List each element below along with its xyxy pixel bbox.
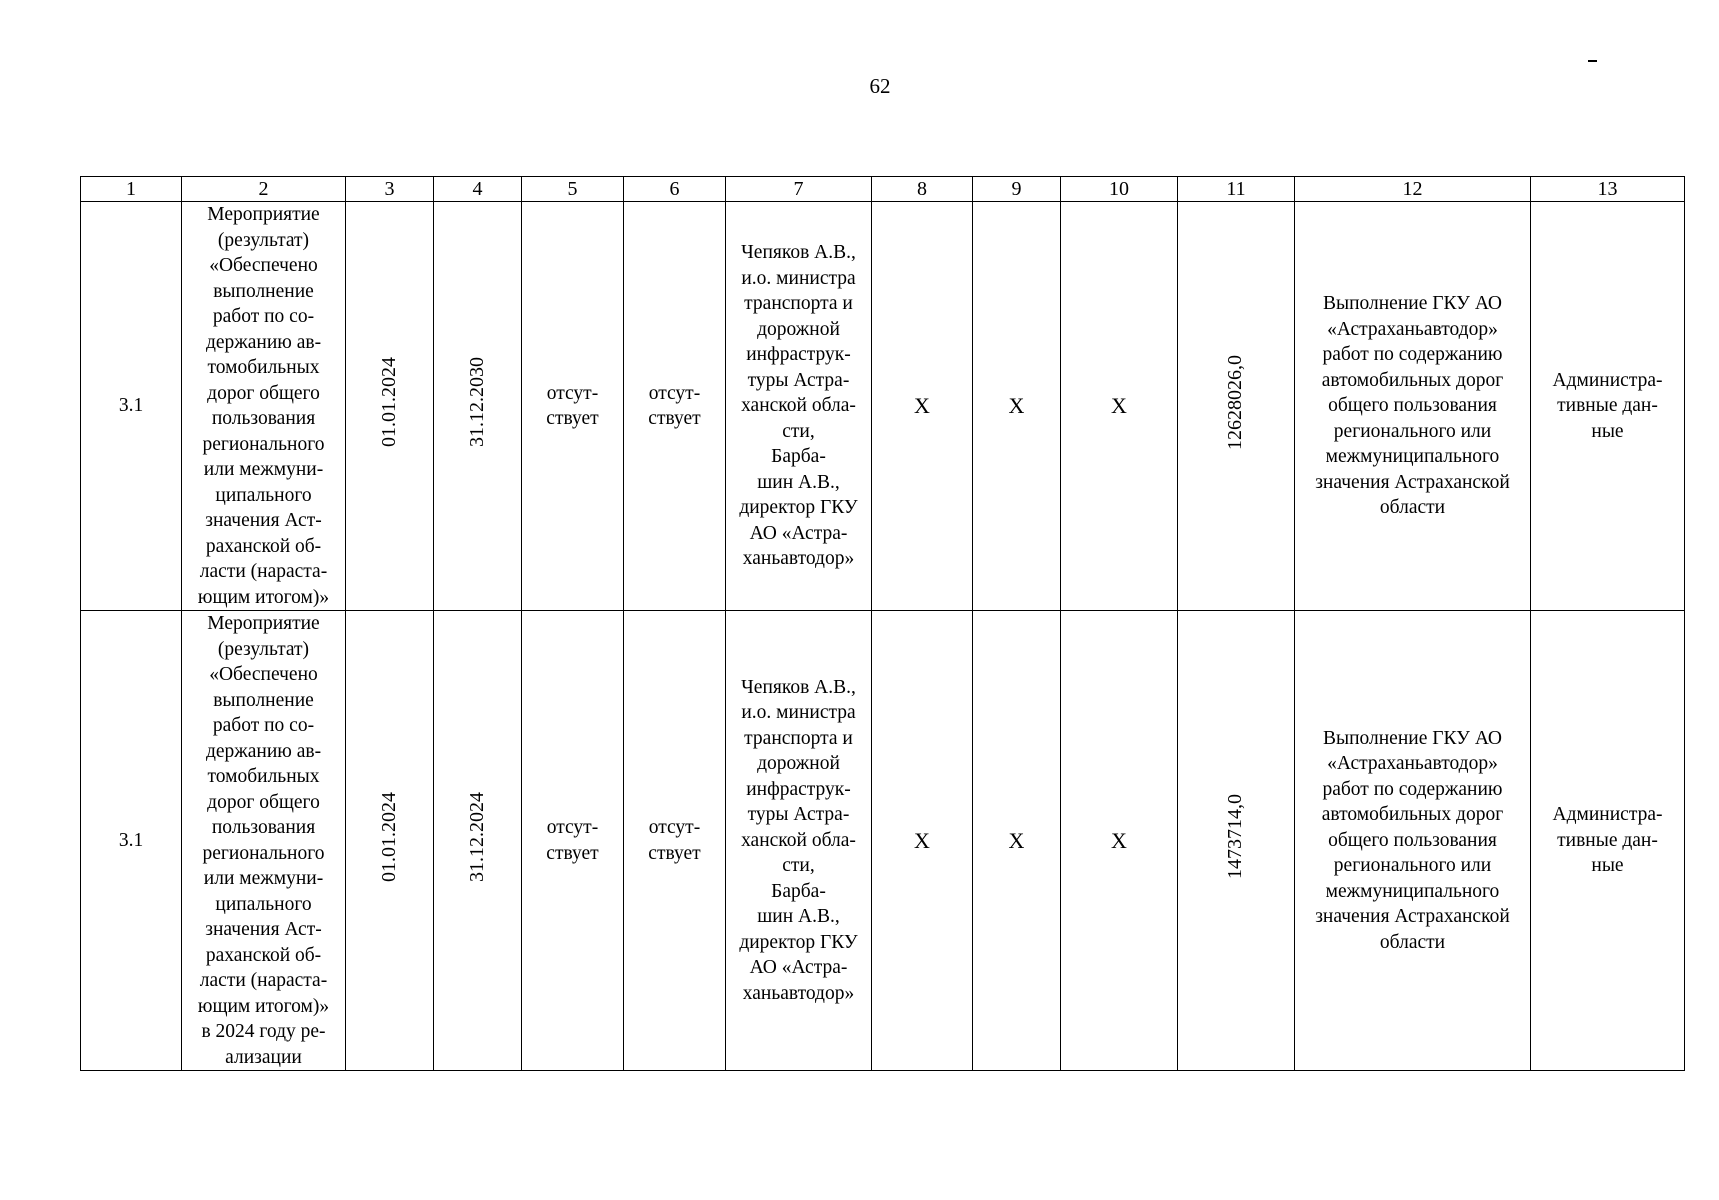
col8-cell: Х [872, 202, 973, 611]
amount-cell [1178, 202, 1295, 611]
header-row [81, 177, 1685, 202]
table-row [81, 202, 1685, 611]
start-date-cell [346, 202, 434, 611]
col5-cell [522, 202, 624, 611]
start-date: 01.01.2024 [377, 357, 400, 448]
responsible-cell [726, 611, 872, 1071]
col9-cell: Х [973, 611, 1061, 1071]
header-cell: 11 [1178, 177, 1295, 202]
source-cell [1531, 611, 1685, 1071]
header-cell: 1 [81, 177, 182, 202]
row-number: 3.1 [81, 611, 182, 1071]
col6-cell [624, 611, 726, 1071]
corner-mark [1588, 60, 1597, 62]
event-text: Мероприятие (результат) «Обеспечено выполнение работ по со- держанию ав- томобильных дорог общего пользования регионального или межмуни- ципального значения Аст- раханской об- ласти (нараста- ющим итогом)» в 2024 году ре- ализации [197, 613, 330, 1068]
col5-text: отсут- ствует [546, 817, 599, 864]
header-cell: 10 [1061, 177, 1178, 202]
header-cell: 4 [434, 177, 522, 202]
header-cell: 6 [624, 177, 726, 202]
table-row [81, 611, 1685, 1071]
header-cell: 12 [1295, 177, 1531, 202]
header-cell: 3 [346, 177, 434, 202]
col5-cell [522, 611, 624, 1071]
col6-text: отсут- ствует [648, 817, 701, 864]
header-cell: 5 [522, 177, 624, 202]
source-text: Администра- тивные дан- ные [1552, 804, 1663, 877]
row-number: 3.1 [81, 202, 182, 611]
source-cell [1531, 202, 1685, 611]
amount: 12628026,0 [1224, 354, 1247, 450]
start-date: 01.01.2024 [377, 791, 400, 882]
description-cell [1295, 202, 1531, 611]
start-date-cell [346, 611, 434, 1071]
header-cell: 13 [1531, 177, 1685, 202]
amount-cell [1178, 611, 1295, 1071]
event-text: Мероприятие (результат) «Обеспечено выполнение работ по со- держанию ав- томобильных дорог общего пользования регионального или межмуни- ципального значения Аст- раханской об- ласти (нараста- ющим итогом)» [197, 204, 330, 608]
col10-cell: Х [1061, 611, 1178, 1071]
end-date: 31.12.2030 [465, 357, 488, 448]
amount: 1473714,0 [1224, 794, 1247, 880]
event-cell [182, 611, 346, 1071]
header-cell: 7 [726, 177, 872, 202]
col10-cell: Х [1061, 202, 1178, 611]
description-text: Выполнение ГКУ АО «Астраханьавтодор» работ по содержанию автомобильных дорог общего пользования регионального или межмуниципального значения Астраханской области [1315, 727, 1510, 953]
responsible-text: Чепяков А.В., и.о. министра транспорта и дорожной инфраструк- туры Астра- ханской обла- сти, Барба- шин А.В., директор ГКУ АО «Астра- ханьавтодор» [739, 242, 858, 570]
measures-table [80, 176, 1685, 1071]
col9-cell: Х [973, 202, 1061, 611]
col5-text: отсут- ствует [546, 382, 599, 429]
header-cell: 8 [872, 177, 973, 202]
header-cell: 9 [973, 177, 1061, 202]
description-cell [1295, 611, 1531, 1071]
end-date-cell [434, 202, 522, 611]
col8-cell: Х [872, 611, 973, 1071]
end-date-cell [434, 611, 522, 1071]
col6-cell [624, 202, 726, 611]
description-text: Выполнение ГКУ АО «Астраханьавтодор» работ по содержанию автомобильных дорог общего пользования регионального или межмуниципального значения Астраханской области [1315, 293, 1510, 519]
source-text: Администра- тивные дан- ные [1552, 369, 1663, 442]
end-date: 31.12.2024 [465, 791, 488, 882]
event-cell [182, 202, 346, 611]
page-number: 62 [869, 74, 891, 98]
responsible-text: Чепяков А.В., и.о. министра транспорта и дорожной инфраструк- туры Астра- ханской обла- сти, Барба- шин А.В., директор ГКУ АО «Астра- ханьавтодор» [739, 676, 858, 1004]
col6-text: отсут- ствует [648, 382, 701, 429]
header-cell: 2 [182, 177, 346, 202]
responsible-cell [726, 202, 872, 611]
